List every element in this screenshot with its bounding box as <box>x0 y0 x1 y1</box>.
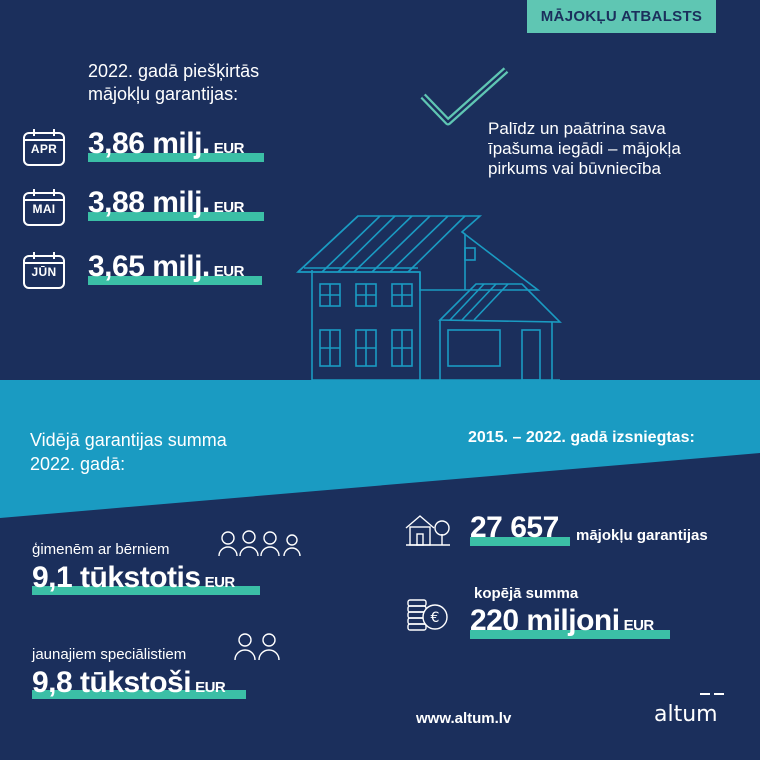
calendar-icon <box>22 251 66 291</box>
average-title <box>30 428 320 476</box>
benefit-text <box>488 119 718 179</box>
specialists-label: jaunajiem speciālistiem <box>32 646 187 663</box>
intro-text <box>88 60 328 106</box>
amount-unit: EUR <box>204 574 235 591</box>
logo-text: altum <box>654 702 718 727</box>
calendar-month-label: MAI <box>32 202 56 216</box>
issued-count: 27 657 <box>470 511 559 544</box>
amount-value: 9,1 tūkstotis <box>32 561 201 594</box>
issued-title: 2015. – 2022. gadā izsniegtas: <box>468 429 695 446</box>
intro-line-1: 2022. gadā piešķirtās <box>88 61 260 81</box>
total-amount <box>470 604 654 638</box>
families-amount <box>32 561 235 595</box>
month-row-jun <box>22 249 66 293</box>
amount-value: 3,88 milj. <box>88 186 210 219</box>
amount-value: 3,65 milj. <box>88 250 210 283</box>
amount-unit: EUR <box>213 140 244 157</box>
amount-unit: EUR <box>213 199 244 216</box>
section-tag: MĀJOKĻU ATBALSTS <box>527 0 716 33</box>
month-amount-apr <box>88 127 244 161</box>
amount-value: 220 miljoni <box>470 604 620 637</box>
amount-value: 3,86 milj. <box>88 127 210 160</box>
month-amount-jun <box>88 250 244 284</box>
intro-line-2: mājokļu garantijas: <box>88 84 239 104</box>
benefit-line-1: Palīdz un paātrina sava <box>488 119 666 138</box>
average-title-line-2: 2022. gadā: <box>30 454 126 474</box>
house-illustration <box>290 210 570 382</box>
amount-unit: EUR <box>213 263 244 280</box>
altum-logo <box>652 691 727 727</box>
benefit-line-3: pirkums vai būvniecība <box>488 159 661 178</box>
family-icon <box>216 528 306 558</box>
amount-unit: EUR <box>623 617 654 634</box>
coins-euro-icon <box>404 594 452 636</box>
calendar-icon <box>22 188 66 228</box>
amount-value: 9,8 tūkstoši <box>32 666 192 699</box>
house-tree-icon <box>404 512 452 548</box>
month-row-apr <box>22 126 66 170</box>
benefit-line-2: īpašuma iegādi – mājokļa <box>488 139 681 158</box>
svg-text:€: € <box>430 610 440 626</box>
website-link[interactable]: www.altum.lv <box>416 710 512 727</box>
average-title-line-1: Vidējā garantijas summa <box>30 430 227 450</box>
month-amount-mai <box>88 186 244 220</box>
issued-count-label: mājokļu garantijas <box>576 527 708 544</box>
amount-unit: EUR <box>195 679 226 696</box>
calendar-month-label: JŪN <box>31 265 57 279</box>
calendar-icon <box>22 128 66 168</box>
specialists-icon <box>232 630 284 662</box>
total-label: kopējā summa <box>474 585 579 602</box>
families-label: ģimenēm ar bērniem <box>32 541 170 558</box>
month-row-mai <box>22 186 66 230</box>
specialists-amount <box>32 666 225 700</box>
calendar-month-label: APR <box>30 142 58 156</box>
